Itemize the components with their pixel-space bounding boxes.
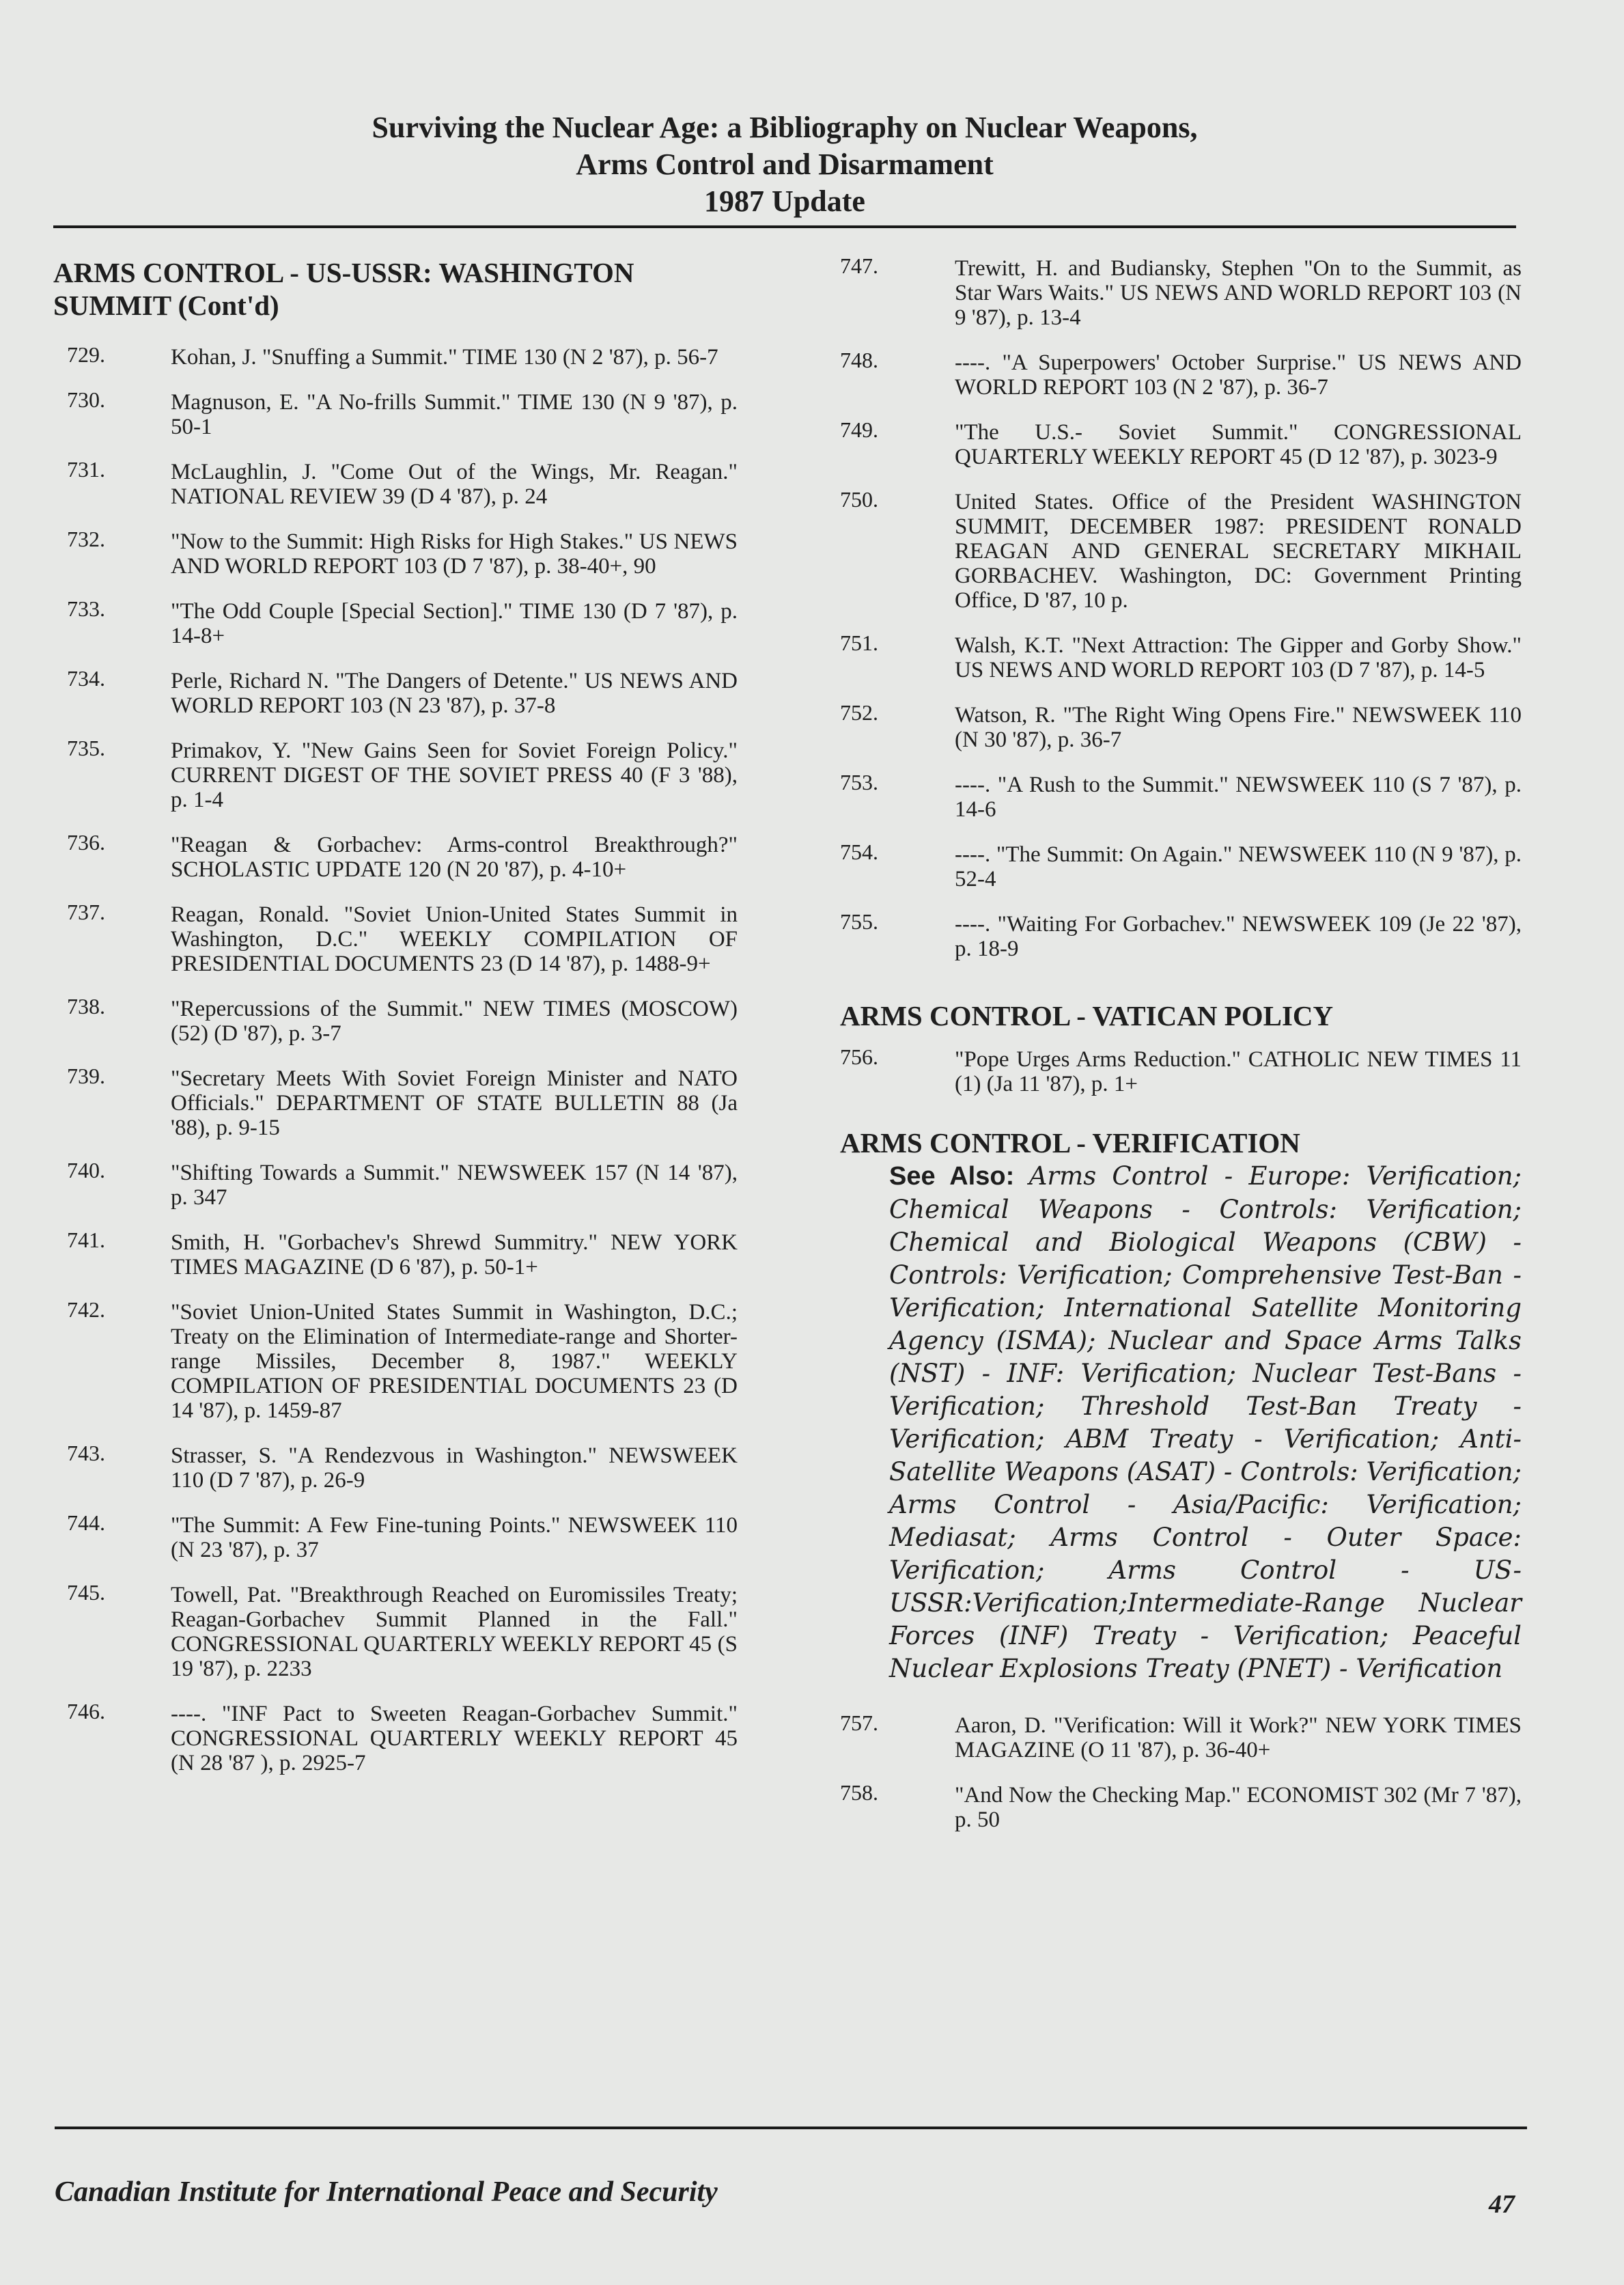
entry-citation: "Soviet Union-United States Summit in Washington, D.C.; Treaty on the Elimination of Intermediate-range and Shorter-range Missiles, December 8, 1987." WEEKLY COMPILATION OF PRESIDENTIAL DOCUMENTS 23 (D 14 '87), p. 1459-87 (171, 1300, 738, 1423)
entry-number: 752. (840, 700, 878, 725)
see-also-references: Arms Control - Europe: Verification; Chemical Weapons - Controls: Verification; Chemical and Biological Weapons (CBW) - Controls: Verification; Comprehensive Test-Ban - Verification; International Satellite Monitoring Agency (ISMA); Nuclear and Space Arms Talks (NST) - INF: Verification; Nuclear Test-Bans - Verification; Threshold Test-Ban Treaty - Verification; ABM Treaty - Verification; Anti-Satellite Weapons (ASAT) - Controls: Verification; Arms Control - Asia/Pacific: Verification; Mediasat; Arms Control - Outer Space: Verification; Arms Control - US-USSR:Verification;Intermediate-Range Nuclear Forces (INF) Treaty - Verification; Peaceful Nuclear Explosions Treaty (PNET) - Verification (889, 1161, 1522, 1683)
entry-number: 742. (67, 1297, 105, 1322)
entry-citation: Walsh, K.T. "Next Attraction: The Gipper and Gorby Show." US NEWS AND WORLD REPORT 103 (D 7 '87), p. 14-5 (955, 633, 1522, 682)
footer-organization: Canadian Institute for International Peace and Security (55, 2176, 718, 2208)
entry-citation: Kohan, J. "Snuffing a Summit." TIME 130 (N 2 '87), p. 56-7 (171, 345, 718, 370)
header-title-line3: 1987 Update (704, 184, 865, 218)
entry-citation: Magnuson, E. "A No-frills Summit." TIME 130 (N 9 '87), p. 50-1 (171, 390, 738, 439)
entry-citation: McLaughlin, J. "Come Out of the Wings, Mr. Reagan." NATIONAL REVIEW 39 (D 4 '87), p. 24 (171, 460, 738, 509)
header-title-line1: Surviving the Nuclear Age: a Bibliography on Nuclear Weapons, (372, 111, 1198, 144)
entry-number: 744. (67, 1510, 105, 1535)
entry-number: 732. (67, 527, 105, 551)
bibliography-entry (53, 1510, 738, 1562)
entry-citation: "And Now the Checking Map." ECONOMIST 302 (Mr 7 '87), p. 50 (955, 1783, 1522, 1832)
bibliography-entry (840, 909, 1522, 961)
bibliography-entry (53, 387, 738, 439)
entry-number: 758. (840, 1780, 878, 1805)
entry-number: 756. (840, 1044, 878, 1069)
bibliography-entry (53, 1580, 738, 1681)
bibliography-entry (840, 633, 1522, 682)
entry-number: 735. (67, 736, 105, 760)
entry-citation: Reagan, Ronald. "Soviet Union-United States Summit in Washington, D.C." WEEKLY COMPILATION OF PRESIDENTIAL DOCUMENTS 23 (D 14 '87), p. 1488-9+ (171, 902, 738, 976)
bibliography-entry (53, 902, 738, 976)
bibliography-entry (840, 700, 1522, 752)
entry-number: 731. (67, 457, 105, 482)
entry-number: 729. (67, 342, 105, 367)
entry-citation: Watson, R. "The Right Wing Opens Fire." NEWSWEEK 110 (N 30 '87), p. 36-7 (955, 703, 1522, 752)
bibliography-entry (53, 1230, 738, 1279)
entry-number: 753. (840, 770, 878, 794)
entry-number: 736. (67, 830, 105, 855)
entry-citation: "The Odd Couple [Special Section]." TIME 130 (D 7 '87), p. 14-8+ (171, 599, 738, 648)
entry-number: 733. (67, 596, 105, 621)
entry-citation: Trewitt, H. and Budiansky, Stephen "On to the Summit, as Star Wars Waits." US NEWS AND WORLD REPORT 103 (N 9 '87), p. 13-4 (955, 256, 1522, 330)
footer-rule (55, 2127, 1527, 2129)
entry-citation: "Now to the Summit: High Risks for High Stakes." US NEWS AND WORLD REPORT 103 (D 7 '87), p. 38-40+, 90 (171, 529, 738, 579)
entry-number: 737. (67, 900, 105, 924)
bibliography-entry (840, 350, 1522, 400)
bibliography-entry (840, 417, 1522, 469)
right-entries-list-verification (840, 1713, 1522, 1832)
entry-citation: ----. "INF Pact to Sweeten Reagan-Gorbachev Summit." CONGRESSIONAL QUARTERLY WEEKLY REPORT 45 (N 28 '87 ), p. 2925-7 (171, 1702, 738, 1775)
entry-number: 749. (840, 417, 878, 442)
entry-citation: "Repercussions of the Summit." NEW TIMES (MOSCOW) (52) (D '87), p. 3-7 (171, 997, 738, 1046)
entry-number: 743. (67, 1441, 105, 1465)
entry-number: 740. (67, 1158, 105, 1182)
bibliography-entry (53, 830, 738, 882)
bibliography-entry (53, 666, 738, 718)
right-column (840, 253, 1522, 1853)
entry-number: 739. (67, 1064, 105, 1088)
entry-citation: Perle, Richard N. "The Dangers of Detente." US NEWS AND WORLD REPORT 103 (N 23 '87), p. 37-8 (171, 669, 738, 718)
entry-citation: Towell, Pat. "Breakthrough Reached on Euromissiles Treaty; Reagan-Gorbachev Summit Planned in the Fall." CONGRESSIONAL QUARTERLY WEEKLY REPORT 45 (S 19 '87), p. 2233 (171, 1583, 738, 1681)
bibliography-entry (53, 1158, 738, 1210)
entry-number: 754. (840, 840, 878, 864)
entry-number: 746. (67, 1699, 105, 1723)
entry-citation: "Pope Urges Arms Reduction." CATHOLIC NEW TIMES 11 (1) (Ja 11 '87), p. 1+ (955, 1047, 1522, 1096)
bibliography-entry (840, 770, 1522, 822)
bibliography-entry (53, 738, 738, 812)
header-rule (53, 225, 1516, 228)
entry-citation: Aaron, D. "Verification: Will it Work?" NEW YORK TIMES MAGAZINE (O 11 '87), p. 36-40+ (955, 1713, 1522, 1762)
bibliography-entry (53, 596, 738, 648)
entry-citation: "The U.S.- Soviet Summit." CONGRESSIONAL QUARTERLY WEEKLY REPORT 45 (D 12 '87), p. 3023-9 (955, 420, 1522, 469)
footer-page-number: 47 (1489, 2190, 1515, 2219)
page-header (53, 109, 1516, 220)
bibliography-entry (53, 1443, 738, 1493)
bibliography-entry (840, 1044, 1522, 1096)
entry-number: 755. (840, 909, 878, 934)
section-heading-washington-summit: ARMS CONTROL - US-USSR: WASHINGTON SUMMIT (Cont'd) (53, 257, 634, 321)
bibliography-entry (53, 342, 738, 370)
entry-number: 734. (67, 666, 105, 691)
entry-number: 757. (840, 1711, 878, 1735)
bibliography-entry (840, 1780, 1522, 1832)
right-entries-list-vatican (840, 1044, 1522, 1096)
entry-citation: "The Summit: A Few Fine-tuning Points." NEWSWEEK 110 (N 23 '87), p. 37 (171, 1513, 738, 1562)
entry-number: 730. (67, 387, 105, 412)
see-also-label: See Also: (889, 1162, 1015, 1191)
bibliography-entry (840, 1713, 1522, 1762)
right-entries-list-summit (840, 253, 1522, 961)
bibliography-entry (840, 842, 1522, 891)
bibliography-entry (53, 1066, 738, 1140)
entry-citation: "Reagan & Gorbachev: Arms-control Breakthrough?" SCHOLASTIC UPDATE 120 (N 20 '87), p. 4-10+ (171, 833, 738, 882)
entry-citation: ----. "The Summit: On Again." NEWSWEEK 110 (N 9 '87), p. 52-4 (955, 842, 1522, 891)
bibliography-entry (53, 529, 738, 579)
entry-citation: "Secretary Meets With Soviet Foreign Minister and NATO Officials." DEPARTMENT OF STATE BULLETIN 88 (Ja '88), p. 9-15 (171, 1066, 738, 1140)
entry-number: 748. (840, 348, 878, 372)
entry-number: 741. (67, 1228, 105, 1252)
section-heading-verification: ARMS CONTROL - VERIFICATION (840, 1127, 1300, 1159)
left-entries-list (53, 342, 738, 1775)
bibliography-entry (53, 1297, 738, 1423)
entry-number: 745. (67, 1580, 105, 1605)
section-heading-vatican-policy: ARMS CONTROL - VATICAN POLICY (840, 1000, 1334, 1031)
bibliography-entry (840, 253, 1522, 330)
bibliography-entry (53, 994, 738, 1046)
entry-citation: ----. "A Rush to the Summit." NEWSWEEK 110 (S 7 '87), p. 14-6 (955, 773, 1522, 822)
header-title-line2: Arms Control and Disarmament (576, 148, 994, 181)
entry-citation: "Shifting Towards a Summit." NEWSWEEK 157 (N 14 '87), p. 347 (171, 1161, 738, 1210)
entry-number: 751. (840, 631, 878, 655)
entry-citation: ----. "A Superpowers' October Surprise." US NEWS AND WORLD REPORT 103 (N 2 '87), p. 36-7 (955, 350, 1522, 400)
bibliography-entry (840, 487, 1522, 613)
entry-number: 750. (840, 487, 878, 512)
left-column (53, 256, 738, 1796)
entry-citation: Smith, H. "Gorbachev's Shrewd Summitry." NEW YORK TIMES MAGAZINE (D 6 '87), p. 50-1+ (171, 1230, 738, 1279)
bibliography-entry (53, 457, 738, 509)
bibliography-entry (53, 1699, 738, 1775)
entry-citation: United States. Office of the President WASHINGTON SUMMIT, DECEMBER 1987: PRESIDENT RONALD REAGAN AND GENERAL SECRETARY MIKHAIL GORBACHEV. Washington, DC: Government Printing Office, D '87, 10 p. (955, 490, 1522, 613)
see-also-block (840, 1159, 1522, 1685)
entry-citation: ----. "Waiting For Gorbachev." NEWSWEEK 109 (Je 22 '87), p. 18-9 (955, 912, 1522, 961)
entry-citation: Primakov, Y. "New Gains Seen for Soviet Foreign Policy." CURRENT DIGEST OF THE SOVIET PRESS 40 (F 3 '88), p. 1-4 (171, 738, 738, 812)
entry-number: 747. (840, 253, 878, 278)
entry-number: 738. (67, 994, 105, 1019)
entry-citation: Strasser, S. "A Rendezvous in Washington." NEWSWEEK 110 (D 7 '87), p. 26-9 (171, 1443, 738, 1493)
